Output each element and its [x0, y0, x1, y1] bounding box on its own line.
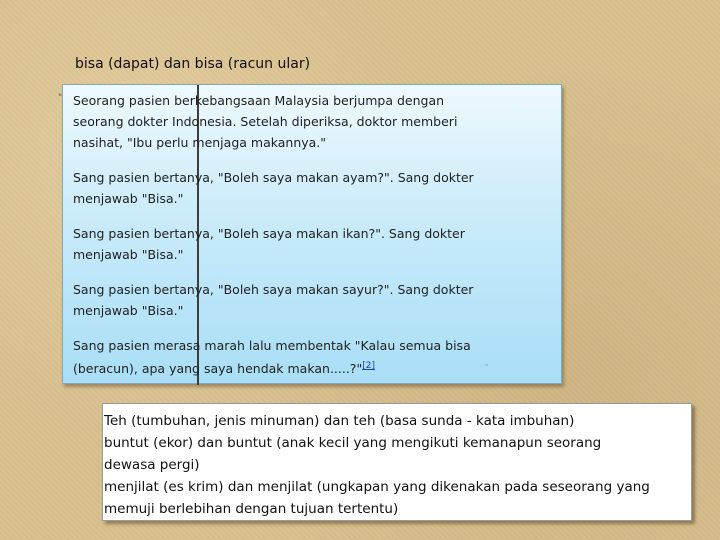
story-paragraph-punchline — [73, 335, 503, 379]
explanation-line-menjilat-cont: memuji berlebihan dengan tujuan tertentu) — [104, 501, 399, 517]
explanation-line-buntut: buntut (ekor) dan buntut (anak kecil yang mengikuti kemanapun seorang — [104, 435, 602, 451]
small-quote-mark: " — [485, 363, 489, 371]
punchline-text: Sang pasien merasa marah lalu membentak "Kalau semua bisa (beracun), apa yang saya hendak makan.....?" — [73, 338, 471, 377]
explanation-box — [102, 403, 692, 521]
explanation-line-buntut-cont: dewasa pergi) — [104, 457, 200, 473]
story-paragraph-sayur: Sang pasien bertanya, "Boleh saya makan sayur?". Sang dokter menjawab "Bisa." — [73, 282, 474, 318]
story-paragraph-intro: Seorang pasien berkebangsaan Malaysia berjumpa dengan seorang dokter Indonesia. Setelah diperiksa, doktor memberi nasihat, "Ibu perlu menjaga makannya." — [73, 93, 458, 150]
story-paragraph-ayam: Sang pasien bertanya, "Boleh saya makan ayam?". Sang dokter menjawab "Bisa." — [73, 170, 474, 206]
explanation-line-menjilat: menjilat (es krim) dan menjilat (ungkapan yang dikenakan pada seseorang yang — [104, 479, 650, 495]
reference-link[interactable]: [2] — [362, 361, 375, 371]
explanation-line-teh: Teh (tumbuhan, jenis minuman) dan teh (basa sunda - kata imbuhan) — [104, 413, 575, 429]
slide-title: bisa (dapat) dan bisa (racun ular) — [75, 56, 311, 72]
quote-bullet-mark: " — [58, 93, 63, 103]
story-panel — [58, 84, 562, 384]
story-paragraph-ikan: Sang pasien bertanya, "Boleh saya makan ikan?". Sang dokter menjawab "Bisa." — [73, 226, 465, 262]
